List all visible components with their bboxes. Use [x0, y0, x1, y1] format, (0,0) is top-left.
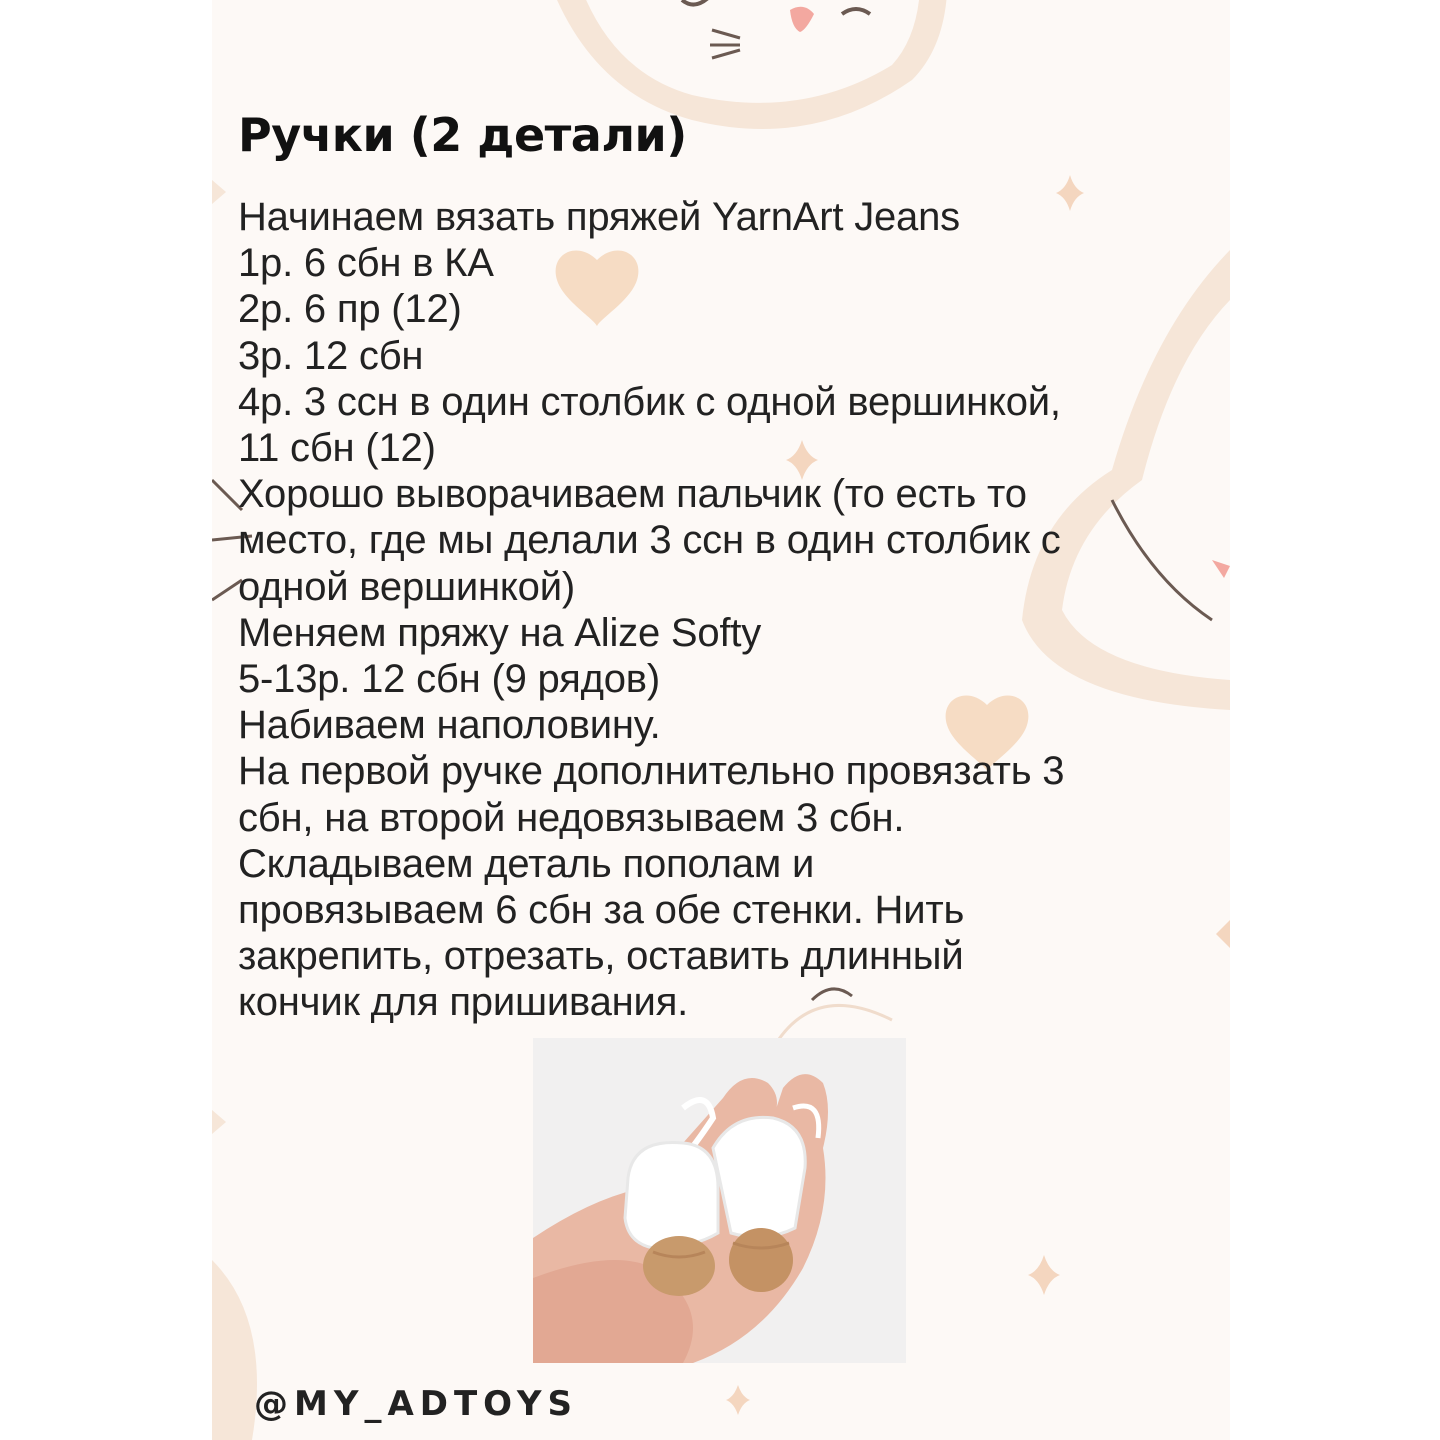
instruction-line: одной вершинкой) [238, 564, 575, 609]
instruction-line: 1р. 6 сбн в КА [238, 241, 494, 286]
instruction-line: 4р. 3 ссн в один столбик с одной вершинкой, [238, 379, 1061, 424]
crochet-arm-left [713, 1117, 805, 1237]
instruction-line: Начинаем вязать пряжей YarnArt Jeans [238, 195, 960, 239]
instagram-handle: @MY_ADTOYS [254, 1384, 578, 1424]
instruction-line: 5-13р. 12 сбн (9 рядов) [238, 657, 660, 702]
instruction-line: Меняем пряжу на Alize Softy [238, 610, 762, 655]
instruction-line: сбн, на второй недовязываем 3 сбн. [238, 795, 905, 840]
crochet-tip-right [729, 1228, 793, 1292]
photo-illustration [533, 1038, 906, 1363]
instruction-line: кончик для пришивания. [238, 980, 689, 1025]
instruction-line: 11 сбн (12) [238, 426, 436, 471]
instruction-line: Складываем деталь пополам и [238, 841, 815, 886]
sparkle-decor [726, 1385, 750, 1415]
instruction-line: закрепить, отрезать, оставить длинный [238, 934, 964, 979]
instruction-line: На первой ручке дополнительно провязать 3 [238, 749, 1065, 794]
instruction-line: место, где мы делали 3 ссн в один столбик с [238, 518, 1061, 563]
instructions-text [238, 194, 1228, 1026]
crochet-tip-left [643, 1236, 715, 1296]
page-title: Ручки (2 детали) [238, 108, 687, 162]
crochet-hands-photo [533, 1038, 906, 1363]
instruction-line: Набиваем наполовину. [238, 703, 661, 748]
instruction-line: 3р. 12 сбн [238, 333, 424, 378]
instruction-line: провязываем 6 сбн за обе стенки. Нить [238, 888, 965, 933]
instruction-line: Хорошо выворачиваем пальчик (то есть то [238, 472, 1027, 517]
crochet-arm-left [625, 1142, 718, 1248]
instruction-line: 2р. 6 пр (12) [238, 287, 462, 332]
sparkle-decor [1028, 1255, 1060, 1295]
